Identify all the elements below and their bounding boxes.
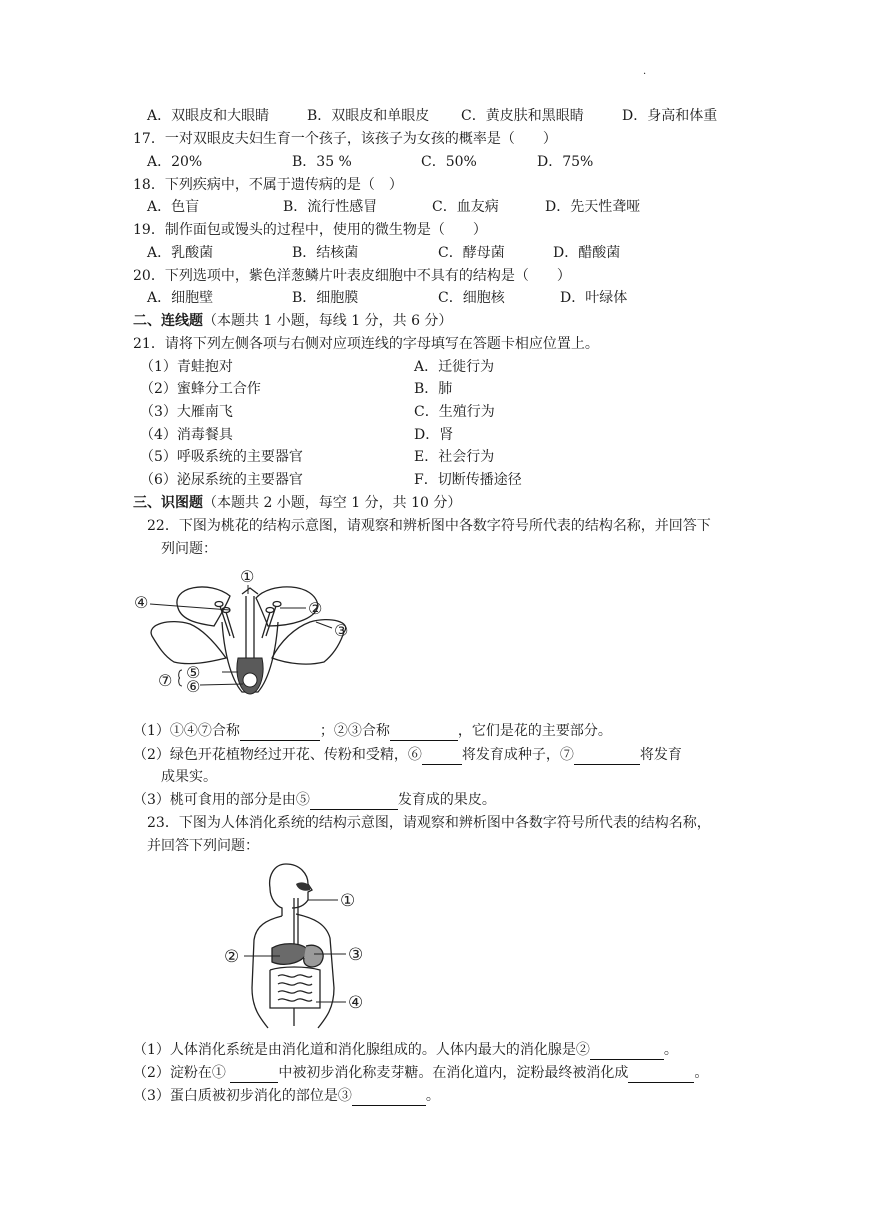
q20-option-d: D．叶绿体 bbox=[560, 290, 628, 306]
q23-stem-line2: 并回答下列问题： bbox=[147, 838, 259, 854]
q22-sub3 bbox=[133, 790, 496, 810]
section-2-heading bbox=[133, 311, 452, 331]
q22-sub2 bbox=[133, 745, 682, 765]
q23-sub1 bbox=[133, 1040, 678, 1060]
q18-option-c: C．血友病 bbox=[432, 199, 499, 215]
label-3: ③ bbox=[348, 945, 364, 965]
q23-sub1-b: 。 bbox=[663, 1042, 678, 1058]
small-intestine bbox=[278, 975, 312, 1001]
anther-left bbox=[215, 602, 223, 607]
q22-stem-line2: 列问题： bbox=[161, 541, 217, 557]
q22-sub1-a: （1）①④⑦合称 bbox=[133, 723, 240, 739]
label-1: ① bbox=[340, 891, 356, 911]
q17-option-a: A．20% bbox=[147, 154, 203, 170]
q23-sub2-a: （2）淀粉在① bbox=[133, 1065, 226, 1081]
q17-stem: 17．一对双眼皮夫妇生育一个孩子，该孩子为女孩的概率是（ ） bbox=[133, 131, 557, 147]
q23-sub2-c: 。 bbox=[694, 1065, 709, 1081]
answer-blank[interactable] bbox=[590, 1043, 664, 1060]
stigma bbox=[242, 588, 258, 594]
option-d: D．身高和体重 bbox=[622, 108, 718, 124]
option-a: A．双眼皮和大眼睛 bbox=[147, 108, 270, 124]
answer-blank[interactable] bbox=[352, 1089, 426, 1106]
ovule bbox=[243, 673, 257, 687]
q23-sub1-a: （1）人体消化系统是由消化道和消化腺组成的。人体内最大的消化腺是② bbox=[133, 1042, 590, 1058]
liver bbox=[272, 944, 308, 965]
stomach bbox=[304, 945, 323, 967]
q21-left-5: （5）呼吸系统的主要器官 bbox=[140, 449, 303, 465]
q23-sub2 bbox=[133, 1063, 708, 1083]
q17-option-c: C．50% bbox=[421, 154, 477, 170]
q20-option-a: A．细胞壁 bbox=[147, 290, 214, 306]
q23-stem-line1: 23．下图为人体消化系统的结构示意图，请观察和辨析图中各数字符号所代表的结构名称， bbox=[147, 815, 711, 831]
body-left bbox=[252, 916, 282, 1028]
q21-right-c: C．生殖行为 bbox=[414, 404, 495, 420]
stamen-filaments bbox=[220, 606, 276, 638]
page-dot: . bbox=[643, 66, 647, 77]
q21-left-6: （6）泌尿系统的主要器官 bbox=[140, 472, 303, 488]
anther-right-2 bbox=[266, 608, 274, 613]
q22-stem-line1: 22．下图为桃花的结构示意图，请观察和辨析图中各数字符号所代表的结构名称，并回答下 bbox=[147, 518, 711, 534]
section-3-title: 三、识图题 bbox=[133, 495, 203, 511]
q20-stem: 20．下列选项中，紫色洋葱鳞片叶表皮细胞中不具有的结构是（ ） bbox=[133, 268, 571, 284]
q21-left-2: （2）蜜蜂分工合作 bbox=[140, 381, 261, 397]
q18-option-d: D．先天性聋哑 bbox=[545, 199, 641, 215]
q19-option-c: C．酵母菌 bbox=[438, 245, 505, 261]
q22-sub2-cont: 成果实。 bbox=[161, 769, 217, 785]
answer-blank[interactable] bbox=[574, 748, 640, 765]
label-2: ② bbox=[224, 947, 240, 967]
option-b: B．双眼皮和单眼皮 bbox=[307, 108, 430, 124]
q22-sub2-b: 将发育成种子，⑦ bbox=[461, 747, 574, 763]
q19-stem: 19．制作面包或馒头的过程中，使用的微生物是（ ） bbox=[133, 222, 487, 238]
answer-blank[interactable] bbox=[240, 724, 320, 741]
left-sepal bbox=[151, 622, 226, 664]
answer-blank[interactable] bbox=[310, 793, 398, 810]
label-4: ④ bbox=[134, 593, 149, 612]
q22-sub1 bbox=[133, 721, 612, 741]
label-5: ⑤ bbox=[186, 663, 201, 682]
section-3-heading bbox=[133, 493, 461, 513]
pistil-style bbox=[246, 596, 254, 662]
q20-option-b: B．细胞膜 bbox=[292, 290, 359, 306]
anther-right bbox=[273, 602, 281, 607]
q21-right-e: E．社会行为 bbox=[414, 449, 495, 465]
q22-sub2-a: （2）绿色开花植物经过开花、传粉和受精，⑥ bbox=[133, 747, 422, 763]
q21-right-a: A．迁徙行为 bbox=[414, 359, 495, 375]
answer-blank[interactable] bbox=[422, 748, 462, 765]
q21-right-f: F．切断传播途径 bbox=[414, 472, 522, 488]
label-1: ① bbox=[240, 567, 255, 586]
q22-sub2-c: 将发育 bbox=[639, 747, 682, 763]
q17-option-b: B．35 % bbox=[292, 154, 352, 170]
q18-stem: 18．下列疾病中，不属于遗传病的是（ ） bbox=[133, 177, 403, 193]
q22-sub3-a: （3）桃可食用的部分是由⑤ bbox=[133, 792, 310, 808]
head-outline bbox=[270, 864, 286, 916]
q21-stem: 21．请将下列左侧各项与右侧对应项连线的字母填写在答题卡相应位置上。 bbox=[133, 336, 599, 352]
q19-option-d: D．醋酸菌 bbox=[553, 245, 621, 261]
q23-sub3-b: 。 bbox=[425, 1088, 440, 1104]
peach-flower-diagram bbox=[130, 566, 370, 706]
answer-blank[interactable] bbox=[390, 724, 458, 741]
q23-sub3 bbox=[133, 1086, 440, 1106]
q19-option-b: B．结核菌 bbox=[292, 245, 359, 261]
q17-option-d: D．75% bbox=[537, 154, 594, 170]
q23-sub2-b: 中被初步消化称麦芽糖。在消化道内，淀粉最终被消化成 bbox=[278, 1065, 629, 1081]
section-2-note: （本题共 1 小题，每线 1 分，共 6 分） bbox=[203, 313, 453, 329]
option-c: C．黄皮肤和黑眼睛 bbox=[461, 108, 584, 124]
section-3-note: （本题共 2 小题，每空 1 分，共 10 分） bbox=[203, 495, 462, 511]
q21-left-4: （4）消毒餐具 bbox=[140, 427, 233, 443]
label-3: ③ bbox=[334, 621, 349, 640]
q22-sub3-b: 发育成的果皮。 bbox=[397, 792, 496, 808]
q22-sub1-c: ，它们是花的主要部分。 bbox=[457, 723, 612, 739]
label-7: ⑦ bbox=[158, 671, 173, 690]
esophagus bbox=[294, 898, 298, 944]
label-2: ② bbox=[308, 599, 323, 618]
section-2-title: 二、连线题 bbox=[133, 313, 203, 329]
q22-sub1-b: ；②③合称 bbox=[319, 723, 390, 739]
label-4: ④ bbox=[348, 993, 364, 1013]
q21-right-b: B．肺 bbox=[414, 381, 453, 397]
q23-sub3-a: （3）蛋白质被初步消化的部位是③ bbox=[133, 1088, 352, 1104]
body-right bbox=[296, 914, 334, 1028]
q18-option-b: B．流行性感冒 bbox=[283, 199, 378, 215]
q21-left-1: （1）青蛙抱对 bbox=[140, 359, 233, 375]
large-intestine bbox=[270, 967, 320, 1008]
q19-option-a: A．乳酸菌 bbox=[147, 245, 214, 261]
digestive-system-diagram bbox=[222, 858, 372, 1033]
answer-blank[interactable] bbox=[230, 1066, 278, 1083]
q21-right-d: D．肾 bbox=[414, 427, 454, 443]
answer-blank[interactable] bbox=[628, 1066, 694, 1083]
q20-option-c: C．细胞核 bbox=[438, 290, 505, 306]
brace bbox=[179, 670, 182, 686]
q21-left-3: （3）大雁南飞 bbox=[140, 404, 233, 420]
q18-option-a: A．色盲 bbox=[147, 199, 200, 215]
label-6: ⑥ bbox=[186, 677, 201, 696]
